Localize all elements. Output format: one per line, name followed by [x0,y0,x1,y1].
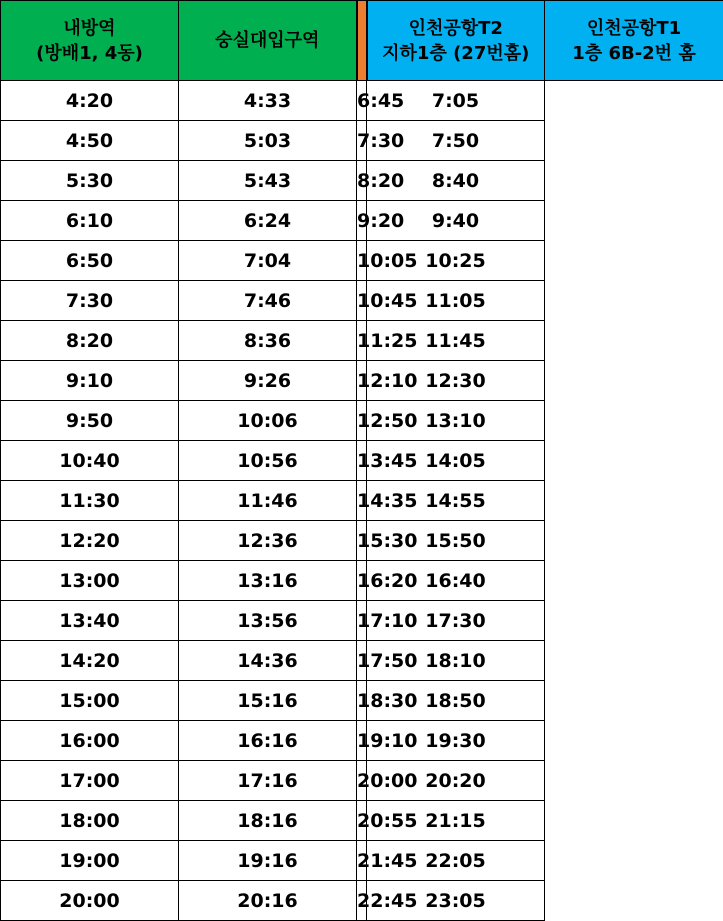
table-row [1,201,723,241]
naebang-time-cell: 6:10 [1,201,179,241]
incheon-t1-time-cell: 9:40 [367,201,545,241]
naebang-time-cell: 13:40 [1,601,179,641]
naebang-time-cell: 5:30 [1,161,179,201]
naebang-time-cell: 8:20 [1,321,179,361]
incheon-t1-time-cell: 8:40 [367,161,545,201]
soongsil-time-cell: 12:36 [179,521,357,561]
soongsil-time-cell: 4:33 [179,81,357,121]
incheon-t1-time-cell: 18:10 [367,641,545,681]
header-line-1: 숭실대입구역 [215,30,320,51]
table-row [1,721,723,761]
naebang-time-cell: 4:50 [1,121,179,161]
table-row [1,441,723,481]
incheon-t2-time-cell: 6:45 [357,81,367,121]
table-row [1,281,723,321]
incheon-t2-time-cell: 13:45 [357,441,367,481]
table-row [1,801,723,841]
table-row [1,561,723,601]
soongsil-time-cell: 18:16 [179,801,357,841]
soongsil-time-cell: 16:16 [179,721,357,761]
header-line-2: 지하1층 (27번홈) [382,42,530,64]
incheon-t2-time-cell: 17:50 [357,641,367,681]
table-row [1,761,723,801]
incheon-t1-time-cell: 12:30 [367,361,545,401]
incheon-t1-time-cell: 7:50 [367,121,545,161]
header-line-2: (방배1, 4동) [36,42,143,64]
table-row [1,121,723,161]
soongsil-time-cell: 9:26 [179,361,357,401]
incheon-t1-time-cell: 21:15 [367,801,545,841]
incheon-t1-time-cell: 7:05 [367,81,545,121]
soongsil-time-cell: 10:56 [179,441,357,481]
naebang-time-cell: 11:30 [1,481,179,521]
soongsil-time-cell: 7:46 [179,281,357,321]
incheon-t1-time-cell: 16:40 [367,561,545,601]
naebang-time-cell: 15:00 [1,681,179,721]
soongsil-time-cell: 5:43 [179,161,357,201]
soongsil-time-cell: 13:16 [179,561,357,601]
header-line-1: 내방역 [63,17,116,39]
header-soongsil-station [179,1,357,81]
incheon-t2-time-cell: 7:30 [357,121,367,161]
header-incheon-t1 [545,1,723,81]
header-line-2: 1층 6B-2번 홈 [572,42,696,64]
incheon-t2-time-cell: 10:45 [357,281,367,321]
soongsil-time-cell: 15:16 [179,681,357,721]
incheon-t2-time-cell: 12:50 [357,401,367,441]
soongsil-time-cell: 10:06 [179,401,357,441]
naebang-time-cell: 16:00 [1,721,179,761]
incheon-t1-time-cell: 10:25 [367,241,545,281]
incheon-t1-time-cell: 18:50 [367,681,545,721]
incheon-t2-time-cell: 14:35 [357,481,367,521]
naebang-time-cell: 12:20 [1,521,179,561]
header-incheon-t2 [367,1,545,81]
incheon-t2-time-cell: 12:10 [357,361,367,401]
incheon-t2-time-cell: 18:30 [357,681,367,721]
table-row [1,521,723,561]
table-row [1,841,723,881]
header-line-1: 인천공항T2 [408,17,503,39]
naebang-time-cell: 9:10 [1,361,179,401]
soongsil-time-cell: 20:16 [179,881,357,921]
table-row [1,641,723,681]
naebang-time-cell: 17:00 [1,761,179,801]
naebang-time-cell: 7:30 [1,281,179,321]
naebang-time-cell: 20:00 [1,881,179,921]
incheon-t2-time-cell: 21:45 [357,841,367,881]
naebang-time-cell: 6:50 [1,241,179,281]
incheon-t2-time-cell: 9:20 [357,201,367,241]
table-row [1,601,723,641]
naebang-time-cell: 14:20 [1,641,179,681]
naebang-time-cell: 19:00 [1,841,179,881]
table-row [1,361,723,401]
incheon-t2-time-cell: 16:20 [357,561,367,601]
incheon-t2-time-cell: 11:25 [357,321,367,361]
soongsil-time-cell: 17:16 [179,761,357,801]
soongsil-time-cell: 11:46 [179,481,357,521]
incheon-t1-time-cell: 20:20 [367,761,545,801]
incheon-t2-time-cell: 19:10 [357,721,367,761]
incheon-t2-time-cell: 20:55 [357,801,367,841]
incheon-t1-time-cell: 22:05 [367,841,545,881]
table-row [1,681,723,721]
incheon-t1-time-cell: 23:05 [367,881,545,921]
naebang-time-cell: 18:00 [1,801,179,841]
soongsil-time-cell: 8:36 [179,321,357,361]
incheon-t2-time-cell: 8:20 [357,161,367,201]
naebang-time-cell: 13:00 [1,561,179,601]
incheon-t1-time-cell: 19:30 [367,721,545,761]
timetable-body [1,81,723,921]
incheon-t1-time-cell: 13:10 [367,401,545,441]
incheon-t1-time-cell: 15:50 [367,521,545,561]
table-row [1,401,723,441]
incheon-t2-time-cell: 10:05 [357,241,367,281]
table-row [1,881,723,921]
header-row [1,1,723,81]
table-row [1,321,723,361]
soongsil-time-cell: 19:16 [179,841,357,881]
table-row [1,241,723,281]
soongsil-time-cell: 6:24 [179,201,357,241]
column-separator [357,1,367,81]
header-naebang-station [1,1,179,81]
incheon-t1-time-cell: 11:45 [367,321,545,361]
naebang-time-cell: 10:40 [1,441,179,481]
naebang-time-cell: 4:20 [1,81,179,121]
incheon-t1-time-cell: 11:05 [367,281,545,321]
soongsil-time-cell: 5:03 [179,121,357,161]
incheon-t1-time-cell: 17:30 [367,601,545,641]
table-row [1,481,723,521]
naebang-time-cell: 9:50 [1,401,179,441]
incheon-t2-time-cell: 20:00 [357,761,367,801]
incheon-t2-time-cell: 22:45 [357,881,367,921]
table-row [1,81,723,121]
header-line-1: 인천공항T1 [586,17,682,39]
incheon-t1-time-cell: 14:55 [367,481,545,521]
incheon-t2-time-cell: 15:30 [357,521,367,561]
soongsil-time-cell: 7:04 [179,241,357,281]
incheon-t2-time-cell: 17:10 [357,601,367,641]
incheon-t1-time-cell: 14:05 [367,441,545,481]
table-row [1,161,723,201]
soongsil-time-cell: 13:56 [179,601,357,641]
soongsil-time-cell: 14:36 [179,641,357,681]
